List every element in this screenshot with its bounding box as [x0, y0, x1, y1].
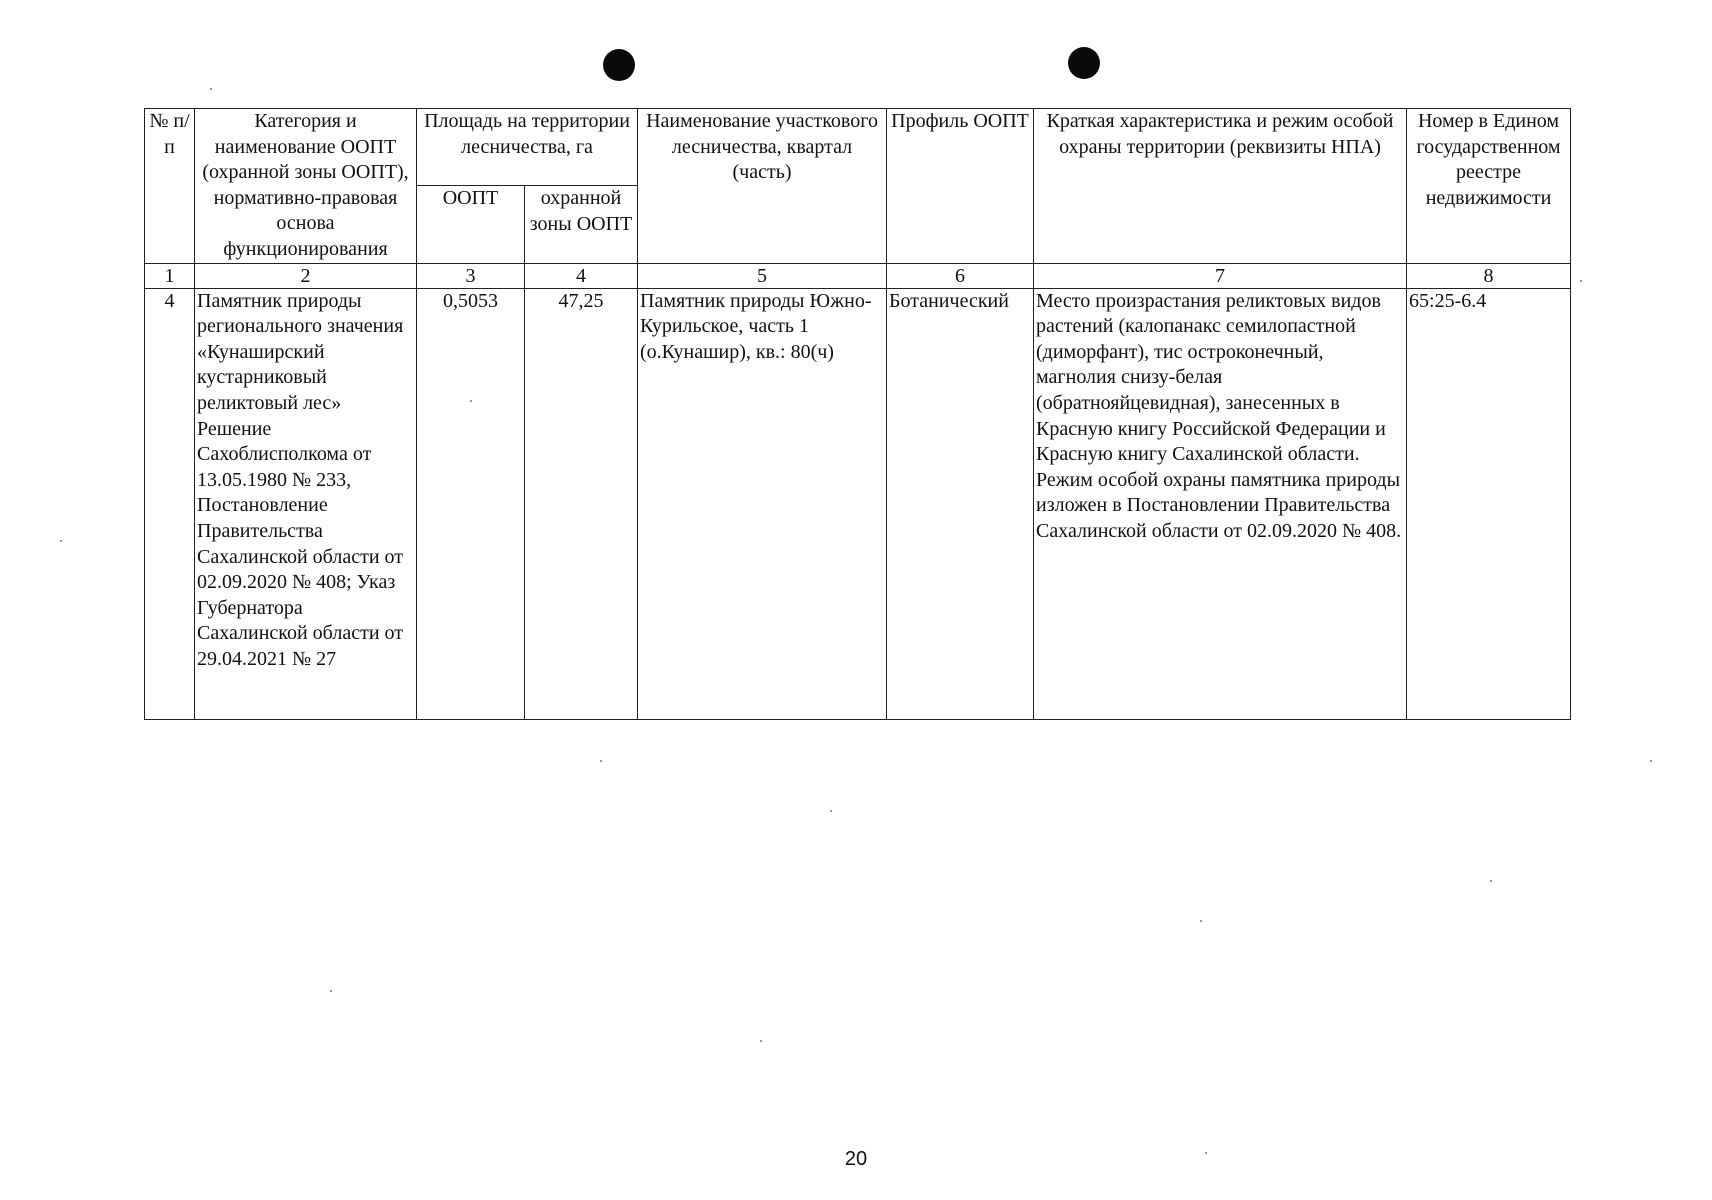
scan-speck [60, 540, 62, 542]
scan-speck [330, 990, 332, 992]
header-num: № п/п [145, 109, 195, 264]
column-number: 1 [145, 263, 195, 288]
scan-speck [830, 810, 832, 812]
oopt-register-table [144, 108, 1571, 720]
cell-num: 4 [145, 288, 195, 719]
column-number: 7 [1034, 263, 1407, 288]
header-registry: Номер в Едином государственном реестре недвижимости [1407, 109, 1571, 264]
scan-speck [1650, 760, 1652, 762]
scan-speck [1200, 920, 1202, 922]
column-number: 3 [417, 263, 525, 288]
cell-category: Памятник природы регионального значения «Кунаширский кустарниковый реликтовый лес» Решение Сахоблисполкома от 13.05.1980 № 233, Постановление Правительства Сахалинской области от 02.09.2020 № 408; Указ Губернатора Сахалинской области от 29.04.2021 № 27 [195, 288, 417, 719]
header-row [145, 109, 1571, 186]
scan-speck [760, 1040, 762, 1042]
cell-registry: 65:25-6.4 [1407, 288, 1571, 719]
scan-speck [600, 760, 602, 762]
cell-profile: Ботанический [887, 288, 1034, 719]
header-area: Площадь на территории лесничества, га [417, 109, 638, 186]
header-category: Категория и наименование ООПТ (охранной зоны ООПТ), нормативно-правовая основа функционирования [195, 109, 417, 264]
page-number: 20 [844, 1148, 868, 1170]
header-forestry: Наименование участкового лесничества, квартал (часть) [638, 109, 887, 264]
scan-speck [210, 88, 212, 90]
punch-hole-right [1068, 47, 1100, 79]
cell-area-oopt: 0,5053 [417, 288, 525, 719]
table-row [145, 288, 1571, 719]
cell-description: Место произрастания реликтовых видов растений (калопанакс семилопастной (диморфант), тис остроконечный, магнолия снизу-белая (обратнояйцевидная), занесенных в Красную книгу Российской Федерации и Красную книгу Сахалинской области. Режим особой охраны памятника природы изложен в Постановлении Правительства Сахалинской области от 02.09.2020 № 408. [1034, 288, 1407, 719]
cell-area-zone: 47,25 [525, 288, 638, 719]
cell-forestry: Памятник природы Южно-Курильское, часть 1 (о.Кунашир), кв.: 80(ч) [638, 288, 887, 719]
header-description: Краткая характеристика и режим особой охраны территории (реквизиты НПА) [1034, 109, 1407, 264]
column-number: 8 [1407, 263, 1571, 288]
header-area-oopt: ООПТ [417, 186, 525, 263]
scan-speck [1490, 880, 1492, 882]
punch-hole-left [603, 49, 635, 81]
header-profile: Профиль ООПТ [887, 109, 1034, 264]
column-number: 2 [195, 263, 417, 288]
scan-speck [1580, 280, 1582, 282]
column-number: 4 [525, 263, 638, 288]
column-number: 5 [638, 263, 887, 288]
header-area-zone: охранной зоны ООПТ [525, 186, 638, 263]
column-number: 6 [887, 263, 1034, 288]
column-number-row [145, 263, 1571, 288]
